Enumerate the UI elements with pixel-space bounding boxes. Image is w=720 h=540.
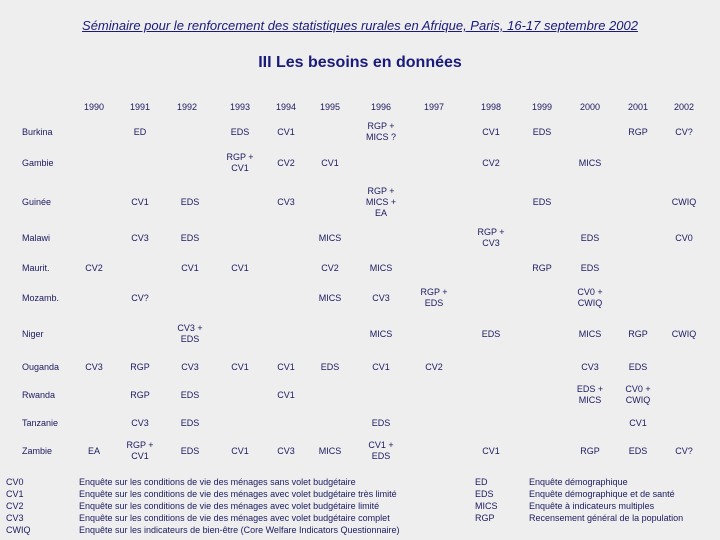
survey-cell: RGP + MICS ? [365, 121, 397, 142]
survey-cell: CV1 + EDS [368, 440, 394, 461]
survey-cell: CV1 [277, 126, 295, 137]
legend-description: Enquête démographique [529, 477, 628, 487]
survey-cell: EDS [371, 417, 391, 428]
survey-cell: MICS [578, 328, 602, 339]
survey-cell: EDS [180, 196, 200, 207]
slide-title: III Les besoins en données [258, 54, 462, 71]
survey-cell: RGP [130, 361, 150, 372]
year-header: 1999 [531, 102, 553, 112]
survey-cell: EDS [628, 445, 648, 456]
survey-cell: EDS + MICS [576, 384, 604, 405]
year-header: 1998 [480, 102, 502, 112]
year-header: 1996 [370, 102, 392, 112]
survey-cell: CV1 [629, 417, 647, 428]
survey-cell: MICS [318, 445, 342, 456]
year-header: 1997 [423, 102, 445, 112]
year-header: 1990 [83, 102, 105, 112]
legend-code: CWIQ [6, 525, 31, 535]
survey-cell: CV1 [131, 196, 149, 207]
survey-cell: MICS [578, 157, 602, 168]
country-label: Ouganda [22, 362, 60, 372]
survey-cell: EDS [180, 232, 200, 243]
survey-cell: CV2 [321, 262, 339, 273]
survey-cell: RGP [628, 328, 648, 339]
survey-cell: MICS [318, 232, 342, 243]
survey-cell: CV2 [425, 361, 443, 372]
country-label: Gambie [22, 158, 54, 168]
survey-cell: RGP [130, 389, 150, 400]
country-label: Malawi [22, 233, 51, 243]
legend-description: Enquête sur les conditions de vie des ménages avec volet budgétaire très limité [79, 489, 397, 499]
survey-cell: CV0 + CWIQ [577, 287, 603, 308]
survey-cell: CV1 [482, 126, 500, 137]
survey-cell: CV1 [321, 157, 339, 168]
survey-cell: CV1 [231, 361, 249, 372]
survey-cell: RGP + EDS [420, 287, 448, 308]
legend-description: Enquête démographique et de santé [529, 489, 675, 499]
legend-description: Recensement général de la population [529, 513, 684, 523]
survey-cell: RGP [628, 126, 648, 137]
survey-cell: CV3 [277, 196, 295, 207]
survey-cell: EDS [628, 361, 648, 372]
survey-cell: EDS [320, 361, 340, 372]
survey-cell: CV? [131, 292, 149, 303]
legend-code: MICS [475, 501, 498, 511]
legend-description: Enquête sur les conditions de vie des ménages avec volet budgétaire complet [79, 513, 390, 523]
legend-description: Enquête à indicateurs multiples [529, 501, 655, 511]
survey-cell: CV3 [181, 361, 199, 372]
survey-cell: CV? [675, 126, 693, 137]
country-label: Guinée [22, 197, 52, 207]
country-label: Niger [22, 329, 44, 339]
survey-cell: EDS [481, 328, 501, 339]
year-header: 1991 [129, 102, 151, 112]
survey-cell: CV3 [277, 445, 295, 456]
survey-cell: EA [87, 445, 101, 456]
country-label: Zambie [22, 446, 53, 456]
year-header: 2001 [627, 102, 649, 112]
survey-cell: CV? [675, 445, 693, 456]
survey-cell: RGP + CV1 [226, 152, 254, 173]
survey-cell: ED [133, 126, 147, 137]
legend-description: Enquête sur les indicateurs de bien-être (Core Welfare Indicators Questionnaire) [79, 525, 400, 535]
survey-cell: CV3 [372, 292, 390, 303]
survey-cell: CWIQ [671, 328, 697, 339]
survey-cell: CV3 [581, 361, 599, 372]
survey-cell: CWIQ [671, 196, 697, 207]
year-header: 1993 [229, 102, 251, 112]
survey-cell: RGP + MICS + EA [365, 185, 397, 218]
survey-cell: CV1 [181, 262, 199, 273]
survey-cell: EDS [230, 126, 250, 137]
legend-code: RGP [475, 513, 495, 523]
survey-cell: RGP [580, 445, 600, 456]
legend-code: CV2 [6, 501, 24, 511]
survey-cell: CV0 + CWIQ [625, 384, 651, 405]
legend-code: CV1 [6, 489, 24, 499]
survey-cell: CV3 [85, 361, 103, 372]
year-header: 2000 [579, 102, 601, 112]
survey-cell: CV3 [131, 232, 149, 243]
legend-code: EDS [475, 489, 494, 499]
survey-cell: MICS [318, 292, 342, 303]
survey-cell: CV2 [85, 262, 103, 273]
survey-cell: EDS [180, 445, 200, 456]
legend-code: CV0 [6, 477, 24, 487]
survey-cell: CV3 [131, 417, 149, 428]
survey-cell: CV2 [277, 157, 295, 168]
seminar-header: Séminaire pour le renforcement des statistiques rurales en Afrique, Paris, 16-17 septembre 2002 [82, 18, 638, 33]
country-label: Tanzanie [22, 418, 59, 428]
country-label: Maurit. [22, 263, 50, 273]
survey-cell: MICS [369, 328, 393, 339]
year-header: 1995 [319, 102, 341, 112]
survey-cell: CV1 [231, 445, 249, 456]
survey-cell: EDS [532, 126, 552, 137]
survey-cell: CV3 + EDS [177, 323, 203, 344]
survey-cell: CV1 [482, 445, 500, 456]
year-header: 1994 [275, 102, 297, 112]
legend-code: CV3 [6, 513, 24, 523]
survey-cell: RGP + CV1 [126, 440, 154, 461]
survey-cell: EDS [180, 417, 200, 428]
legend-description: Enquête sur les conditions de vie des ménages avec volet budgétaire limité [79, 501, 380, 511]
legend-code: ED [475, 477, 488, 487]
survey-cell: RGP + CV3 [477, 227, 505, 248]
legend-description: Enquête sur les conditions de vie des ménages sans volet budgétaire [79, 477, 356, 487]
country-label: Burkina [22, 127, 53, 137]
year-header: 1992 [176, 102, 198, 112]
survey-cell: RGP [532, 262, 552, 273]
survey-cell: EDS [180, 389, 200, 400]
survey-cell: EDS [532, 196, 552, 207]
survey-cell: EDS [580, 262, 600, 273]
country-label: Rwanda [22, 390, 56, 400]
survey-cell: CV1 [231, 262, 249, 273]
survey-cell: CV2 [482, 157, 500, 168]
year-header: 2002 [673, 102, 695, 112]
survey-cell: EDS [580, 232, 600, 243]
survey-cell: CV1 [277, 389, 295, 400]
survey-cell: CV1 [277, 361, 295, 372]
survey-cell: MICS [369, 262, 393, 273]
survey-cell: CV1 [372, 361, 390, 372]
country-label: Mozamb. [22, 293, 60, 303]
survey-cell: CV0 [675, 232, 693, 243]
